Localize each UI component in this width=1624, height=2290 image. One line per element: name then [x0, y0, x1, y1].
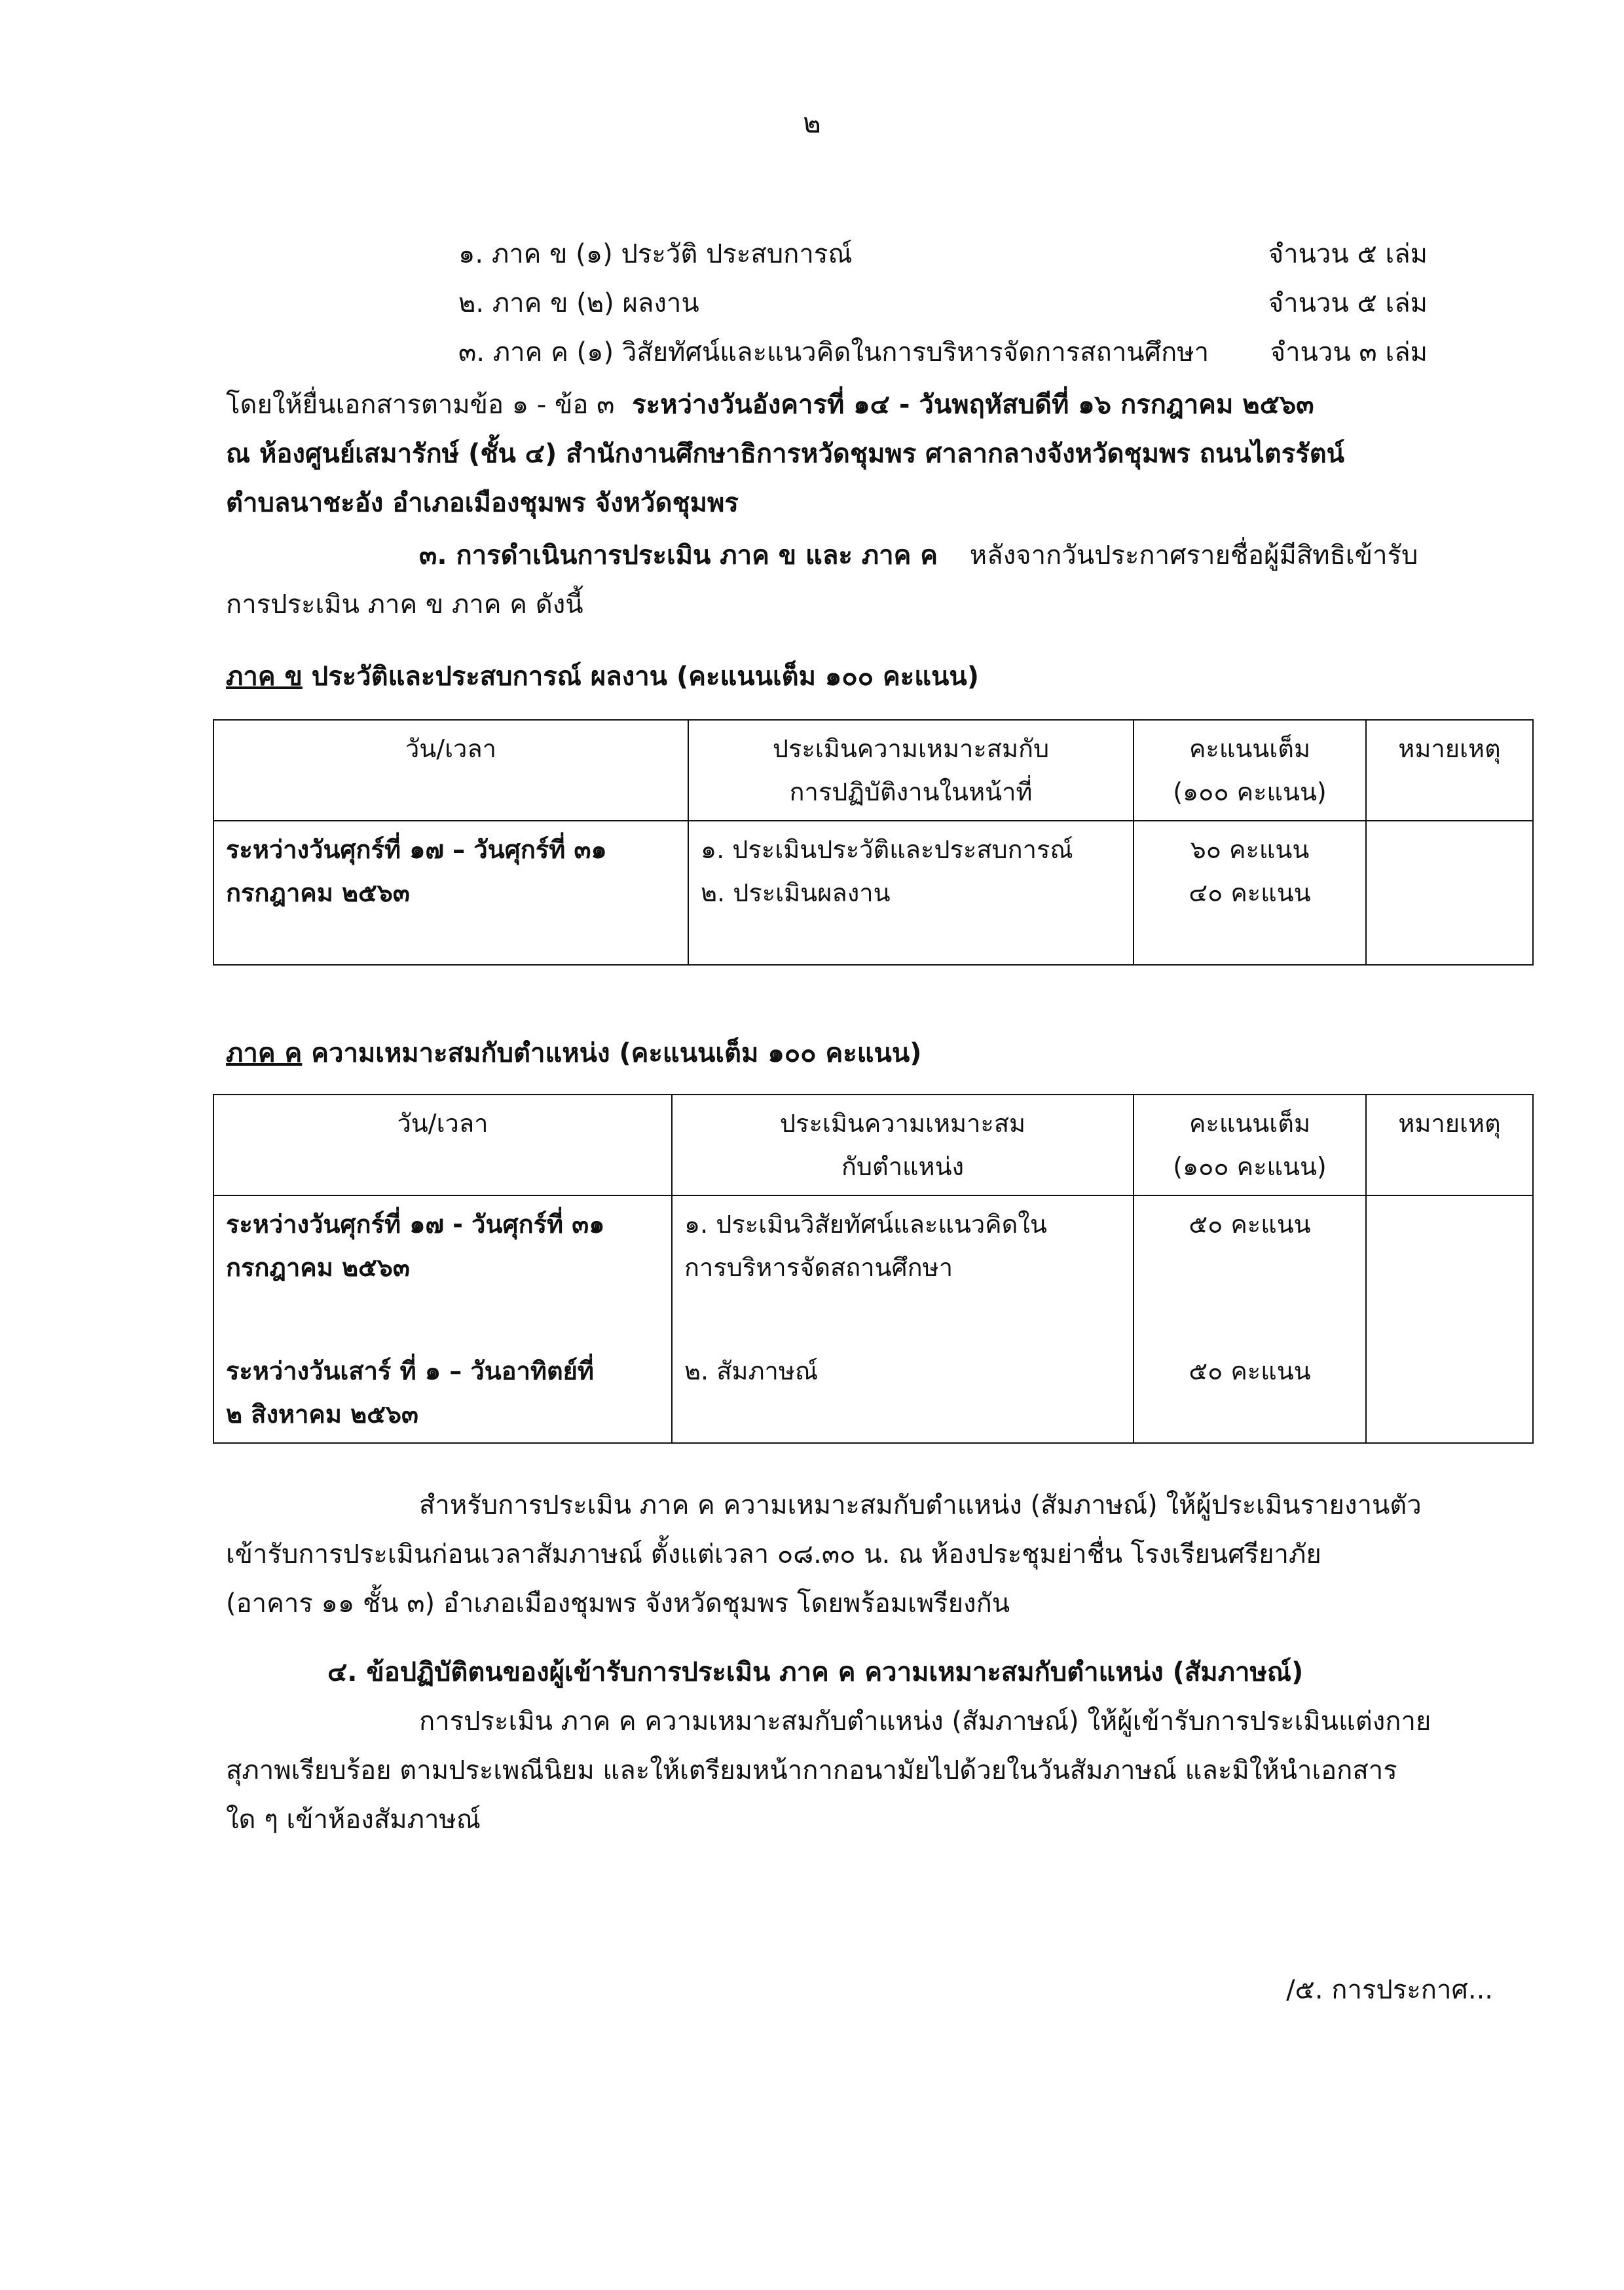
table-header-row — [213, 720, 1533, 821]
header-date: วัน/เวลา — [213, 720, 688, 821]
doc-list-item — [458, 285, 1428, 322]
doc-list-item — [458, 236, 1428, 272]
header-full-score: คะแนนเต็ม (๑๐๐ คะแนน) — [1134, 720, 1366, 821]
header-assessment: ประเมินความเหมาะสม กับตำแหน่ง — [672, 1095, 1134, 1195]
header-assessment: ประเมินความเหมาะสมกับ การปฏิบัติงานในหน้าที่ — [688, 720, 1134, 821]
doc-label: ๓. ภาค ค (๑) วิสัยทัศน์และแนวคิดในการบริหารจัดการสถานศึกษา — [458, 337, 1209, 367]
doc-qty: จำนวน ๕ เล่ม — [1268, 288, 1428, 318]
header-remarks: หมายเหตุ — [1366, 1095, 1533, 1195]
part-c-table — [213, 1094, 1534, 1444]
continuation-note: /๕. การประกาศ... — [1286, 1975, 1493, 2005]
submission-line-2: ณ ห้องศูนย์เสมารักษ์ (ชั้น ๔) สำนักงานศึกษาธิการหวัดชุมพร ศาลากลางจังหวัดชุมพร ถนนไตรรัตน์ — [226, 439, 1345, 469]
interview-note-line-3: (อาคาร ๑๑ ชั้น ๓) อำเภอเมืองชุมพร จังหวัดชุมพร โดยพร้อมเพรียงกัน — [226, 1588, 1010, 1619]
part-b-label: ภาค ข — [226, 662, 303, 692]
cell-score: ๕๐ คะแนน ๕๐ คะแนน — [1134, 1195, 1366, 1443]
interview-note-line-2: เข้ารับการประเมินก่อนเวลาสัมภาษณ์ ตั้งแต่เวลา ๐๘.๓๐ น. ณ ห้องประชุมย่าชื่น โรงเรียนศรียาภัย — [226, 1539, 1321, 1569]
part-c-label: ภาค ค — [226, 1038, 303, 1068]
doc-qty: จำนวน ๕ เล่ม — [1268, 239, 1428, 269]
section3-heading: ๓. การดำเนินการประเมิน ภาค ข และ ภาค ค — [419, 540, 938, 571]
table-row — [213, 821, 1533, 965]
header-full-score: คะแนนเต็ม (๑๐๐ คะแนน) — [1134, 1095, 1366, 1195]
header-remarks: หมายเหตุ — [1366, 720, 1533, 821]
doc-qty: จำนวน ๓ เล่ม — [1270, 337, 1428, 367]
cell-date: ระหว่างวันศุกร์ที่ ๑๗ – วันศุกร์ที่ ๓๑ กรกฎาคม ๒๕๖๓ — [213, 821, 688, 965]
section4-heading: ๔. ข้อปฏิบัติตนของผู้เข้ารับการประเมิน ภาค ค ความเหมาะสมกับตำแหน่ง (สัมภาษณ์) — [327, 1657, 1304, 1687]
page-number: ๒ — [803, 107, 821, 139]
part-b-title — [226, 655, 979, 697]
section3-heading-line — [419, 534, 1418, 576]
table-row — [213, 1195, 1533, 1443]
cell-score: ๖๐ คะแนน ๔๐ คะแนน — [1134, 821, 1366, 965]
cell-remarks — [1366, 821, 1533, 965]
submission-text: โดยให้ยื่นเอกสารตามข้อ ๑ - ข้อ ๓ — [226, 390, 615, 420]
doc-list-item — [458, 334, 1428, 371]
submission-dates: ระหว่างวันอังคารที่ ๑๔ - วันพฤหัสบดีที่ ๑๖ กรกฎาคม ๒๕๖๓ — [632, 390, 1314, 420]
cell-remarks — [1366, 1195, 1533, 1443]
submission-line-1 — [226, 383, 1314, 425]
section4-line-1: การประเมิน ภาค ค ความเหมาะสมกับตำแหน่ง (สัมภาษณ์) ให้ผู้เข้ารับการประเมินแต่งกาย — [419, 1706, 1431, 1736]
table-header-row — [213, 1095, 1533, 1195]
part-c-title-text: ความเหมาะสมกับตำแหน่ง (คะแนนเต็ม ๑๐๐ คะแนน) — [311, 1038, 922, 1068]
part-b-table — [213, 719, 1534, 966]
section4-line-2: สุภาพเรียบร้อย ตามประเพณีนิยม และให้เตรียมหน้ากากอนามัยไปด้วยในวันสัมภาษณ์ และมิให้นำเอกสาร — [226, 1755, 1397, 1786]
part-b-title-text: ประวัติและประสบการณ์ ผลงาน (คะแนนเต็ม ๑๐๐ คะแนน) — [311, 662, 980, 692]
cell-assessment: ๑. ประเมินวิสัยทัศน์และแนวคิดใน การบริหารจัดสถานศึกษา ๒. สัมภาษณ์ — [672, 1195, 1134, 1443]
header-date: วัน/เวลา — [213, 1095, 672, 1195]
submission-line-3: ตำบลนาชะอัง อำเภอเมืองชุมพร จังหวัดชุมพร — [226, 488, 739, 518]
cell-date: ระหว่างวันศุกร์ที่ ๑๗ - วันศุกร์ที่ ๓๑ กรกฎาคม ๒๕๖๓ ระหว่างวันเสาร์ ที่ ๑ – วันอาทิตย์ที่ ๒ สิงหาคม ๒๕๖๓ — [213, 1195, 672, 1443]
section4-line-3: ใด ๆ เข้าห้องสัมภาษณ์ — [226, 1805, 481, 1835]
part-c-title — [226, 1032, 921, 1074]
cell-assessment: ๑. ประเมินประวัติและประสบการณ์ ๒. ประเมินผลงาน — [688, 821, 1134, 965]
section3-text: หลังจากวันประกาศรายชื่อผู้มีสิทธิเข้ารับ — [969, 540, 1418, 571]
interview-note-line-1: สำหรับการประเมิน ภาค ค ความเหมาะสมกับตำแหน่ง (สัมภาษณ์) ให้ผู้ประเมินรายงานตัว — [419, 1490, 1422, 1520]
doc-label: ๑. ภาค ข (๑) ประวัติ ประสบการณ์ — [458, 239, 853, 269]
section3-line-2: การประเมิน ภาค ข ภาค ค ดังนี้ — [226, 590, 583, 620]
doc-label: ๒. ภาค ข (๒) ผลงาน — [458, 288, 699, 318]
